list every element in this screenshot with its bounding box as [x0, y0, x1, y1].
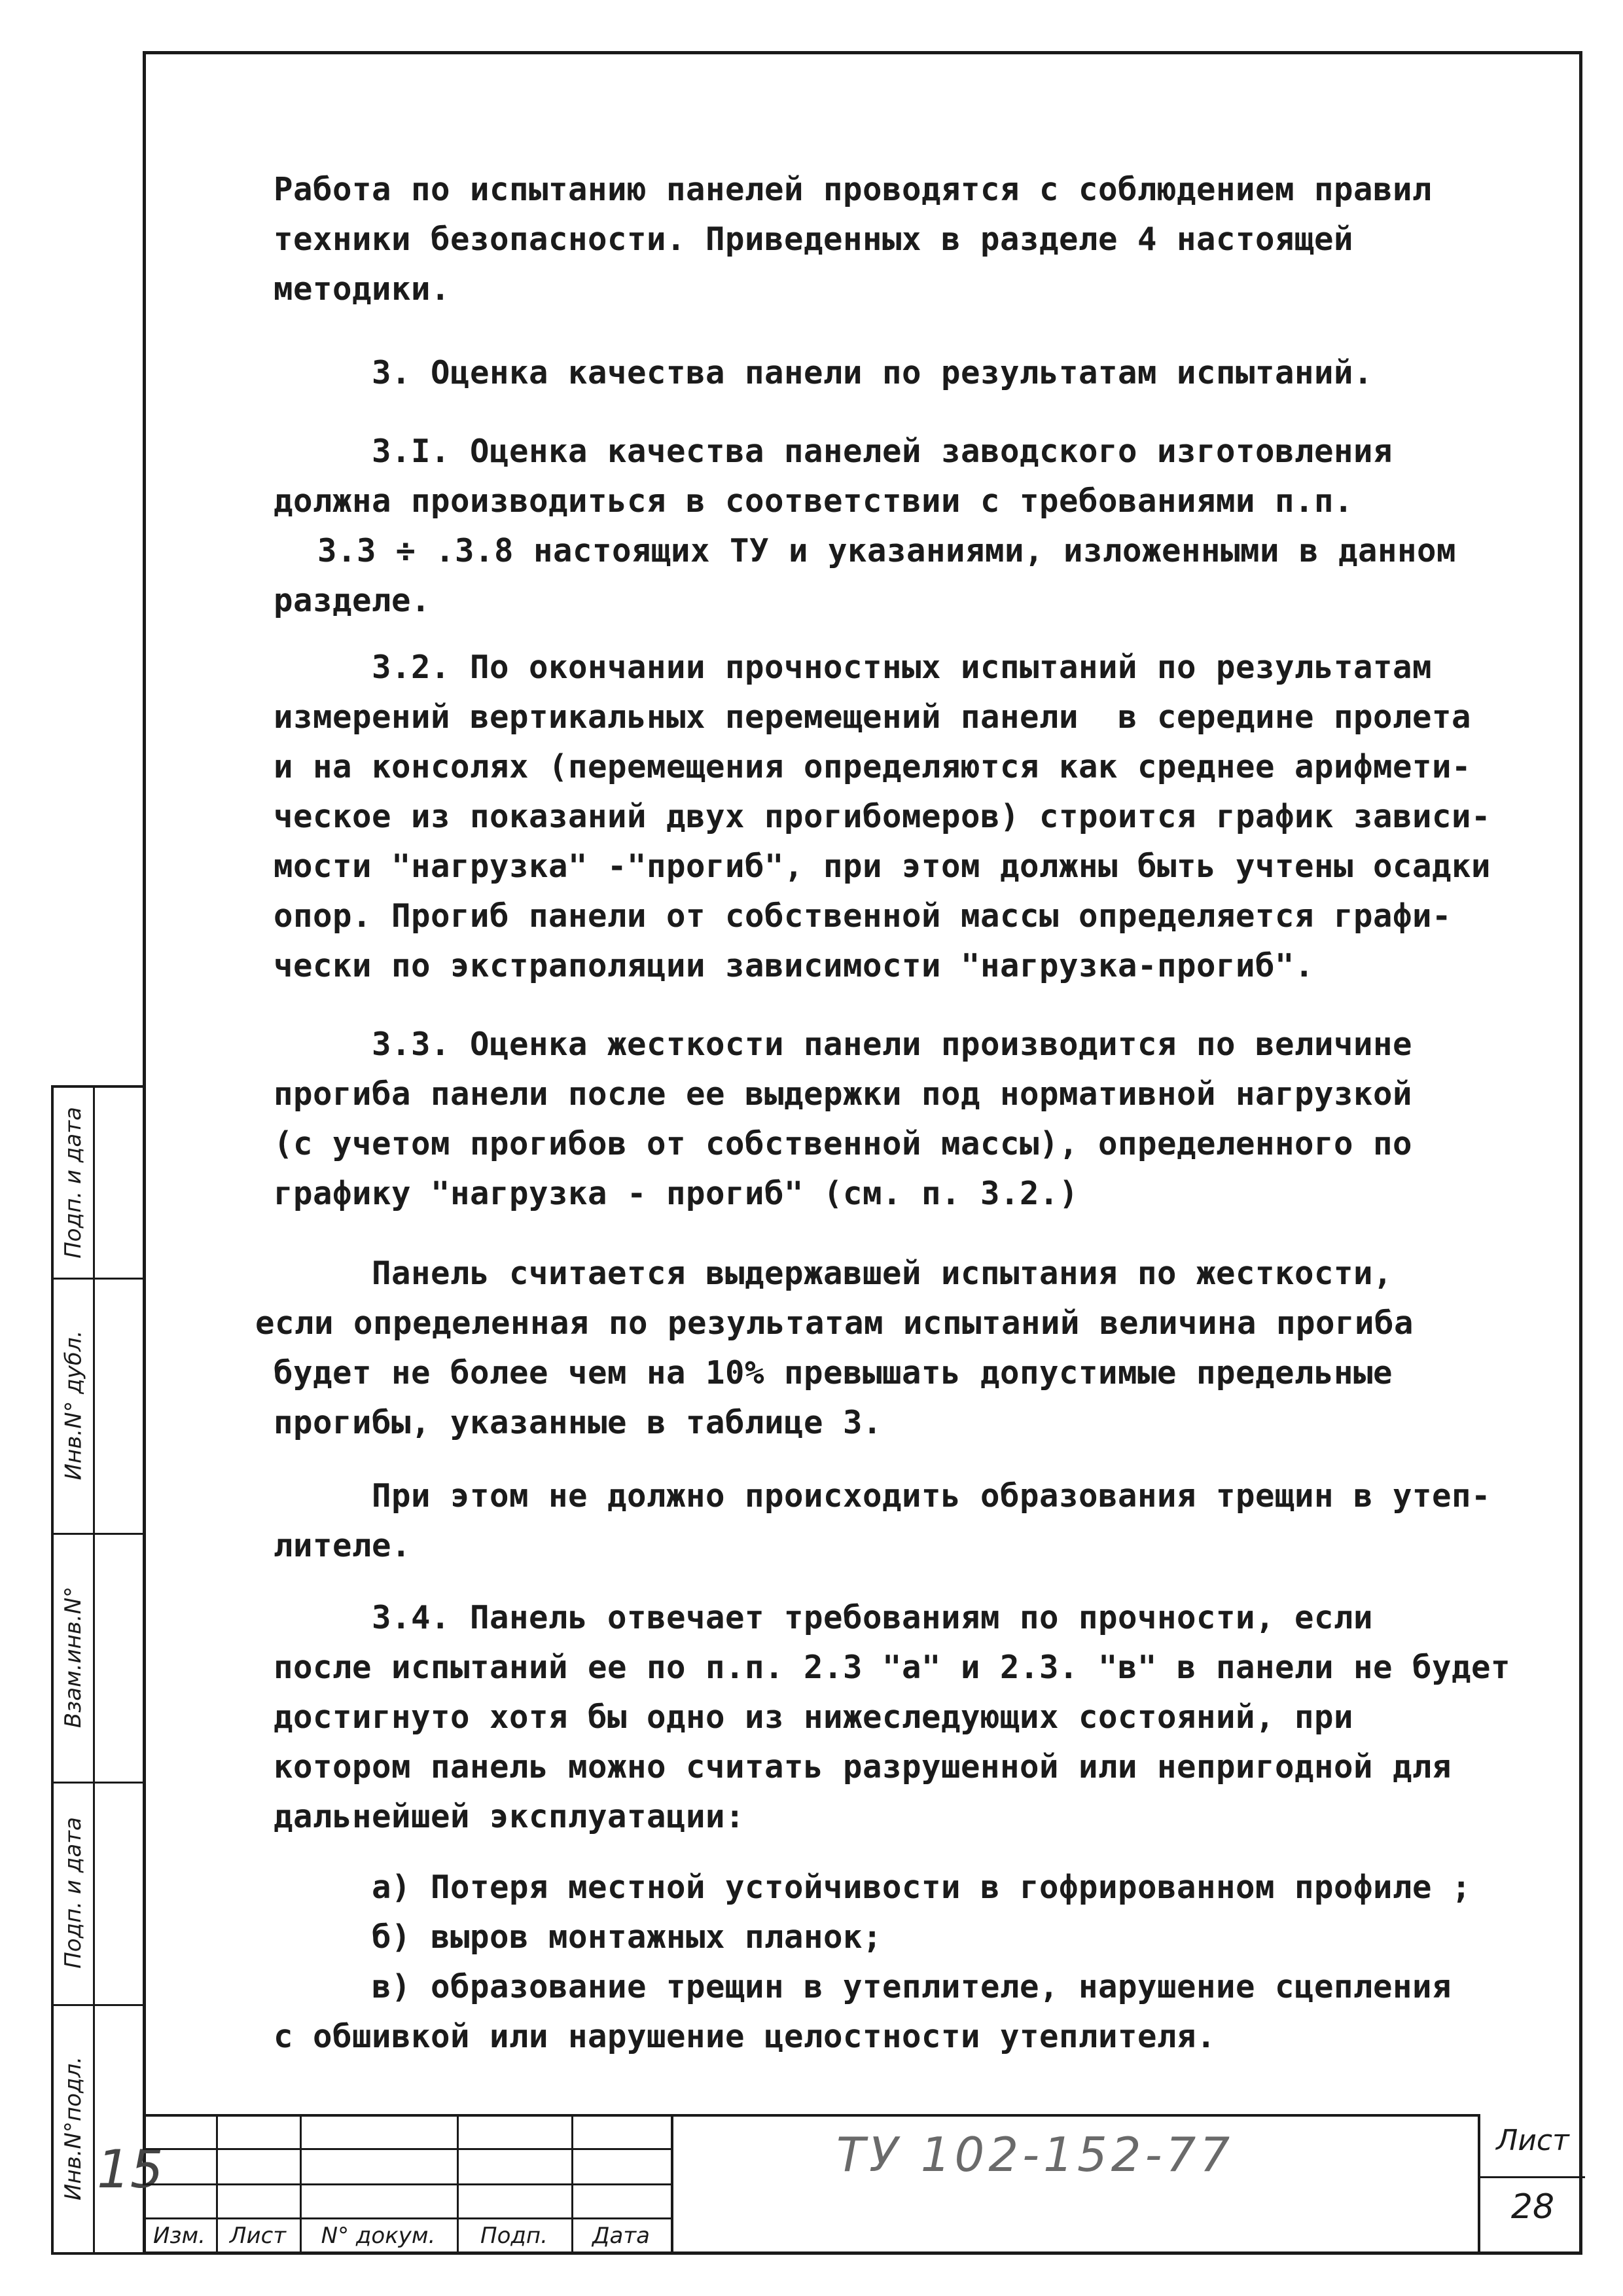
- text-line: дальнейшей эксплуатации:: [274, 1798, 745, 1835]
- table-rule: [143, 2114, 673, 2117]
- title-block: [143, 2114, 1582, 2255]
- side-label-signature-date: Подп. и дата: [60, 1817, 87, 1969]
- text-line: мости "нагрузка" -"прогиб", при этом должны быть учтены осадки: [274, 848, 1491, 885]
- side-label-duplicate-inventory: Инв.N° дубл.: [60, 1330, 87, 1480]
- list-item: в) образование трещин в утеплителе, нарушение сцепления: [372, 1968, 1452, 2005]
- text-line: опор. Прогиб панели от собственной массы определяется графи-: [274, 897, 1452, 935]
- revision-table: [143, 2114, 673, 2255]
- margin-handwritten-number: 15: [97, 2139, 164, 2200]
- sheet-number-box: [1478, 2114, 1582, 2255]
- header-sheet: Лист: [229, 2223, 287, 2249]
- text-line: измерений вертикальных перемещений панели в середине пролета: [274, 698, 1472, 736]
- text-line: чески по экстраполяции зависимости "нагрузка-прогиб".: [274, 947, 1315, 984]
- list-item: а) Потеря местной устойчивости в гофрированном профиле ;: [372, 1869, 1472, 1906]
- text-line: котором панель можно считать разрушенной или непригодной для: [274, 1748, 1452, 1785]
- side-label-replacement-inventory: Взам.инв.N°: [60, 1586, 86, 1729]
- text-line: ческое из показаний двух прогибомеров) строится график зависи-: [274, 798, 1491, 835]
- list-item: с обшивкой или нарушение целостности утеплителя.: [274, 2018, 1217, 2055]
- text-line: техники безопасности. Приведенных в разделе 4 настоящей: [274, 221, 1354, 258]
- section-heading: 3. Оценка качества панели по результатам испытаний.: [372, 354, 1374, 391]
- list-item: б) выров монтажных планок;: [372, 1918, 883, 1956]
- side-label-original-inventory: Инв.N°подл.: [60, 2056, 86, 2201]
- text-line: При этом не должно происходить образования трещин в утеп-: [372, 1477, 1491, 1515]
- text-line: графику "нагрузка - прогиб" (см. п. 3.2.): [274, 1175, 1079, 1212]
- text-line: 3.2. По окончании прочностных испытаний по результатам: [372, 649, 1433, 686]
- text-line: если определенная по результатам испытаний величина прогиба: [255, 1304, 1414, 1342]
- document-code: ТУ 102-152-77: [836, 2127, 1234, 2182]
- text-line: 3.3 ÷ .3.8 настоящих ТУ и указаниями, изложенными в данном: [317, 532, 1457, 569]
- header-document-number: N° докум.: [321, 2223, 436, 2249]
- text-line: достигнуто хотя бы одно из нижеследующих состояний, при: [274, 1698, 1354, 1736]
- table-rule: [143, 2183, 673, 2185]
- header-revision: Изм.: [153, 2223, 205, 2249]
- text-line: будет не более чем на 10% превышать допустимые предельные: [274, 1354, 1393, 1391]
- sheet-label: Лист: [1496, 2124, 1569, 2157]
- side-label-signature-date-2: Подп. и дата: [60, 1107, 87, 1259]
- text-line: должна производиться в соответствии с требованиями п.п.: [274, 482, 1354, 520]
- sheet-number: 28: [1510, 2187, 1555, 2227]
- text-line: методики.: [274, 270, 451, 308]
- text-line: и на консолях (перемещения определяются как среднее арифмети-: [274, 748, 1472, 785]
- text-line: Работа по испытанию панелей проводятся с соблюдением правил: [274, 171, 1433, 208]
- header-date: Дата: [592, 2223, 651, 2249]
- text-line: Панель считается выдержавшей испытания по жесткости,: [372, 1255, 1393, 1292]
- text-line: 3.4. Панель отвечает требованиям по прочности, если: [372, 1599, 1374, 1636]
- text-line: разделе.: [274, 582, 431, 619]
- sheet-box-divider: [1480, 2176, 1585, 2178]
- text-line: после испытаний ее по п.п. 2.3 "а" и 2.3. "в" в панели не будет: [274, 1649, 1511, 1686]
- text-line: прогибы, указанные в таблице 3.: [274, 1404, 883, 1441]
- title-block-rule: [673, 2114, 1478, 2117]
- text-line: лителе.: [274, 1527, 412, 1564]
- table-rule: [143, 2148, 673, 2150]
- text-line: 3.3. Оценка жесткости панели производится по величине: [372, 1026, 1413, 1063]
- text-line: (с учетом прогибов от собственной массы), определенного по: [274, 1125, 1413, 1162]
- text-line: прогиба панели после ее выдержки под нормативной нагрузкой: [274, 1075, 1413, 1113]
- text-line: 3.I. Оценка качества панелей заводского изготовления: [372, 433, 1393, 470]
- header-signature: Подп.: [480, 2223, 548, 2249]
